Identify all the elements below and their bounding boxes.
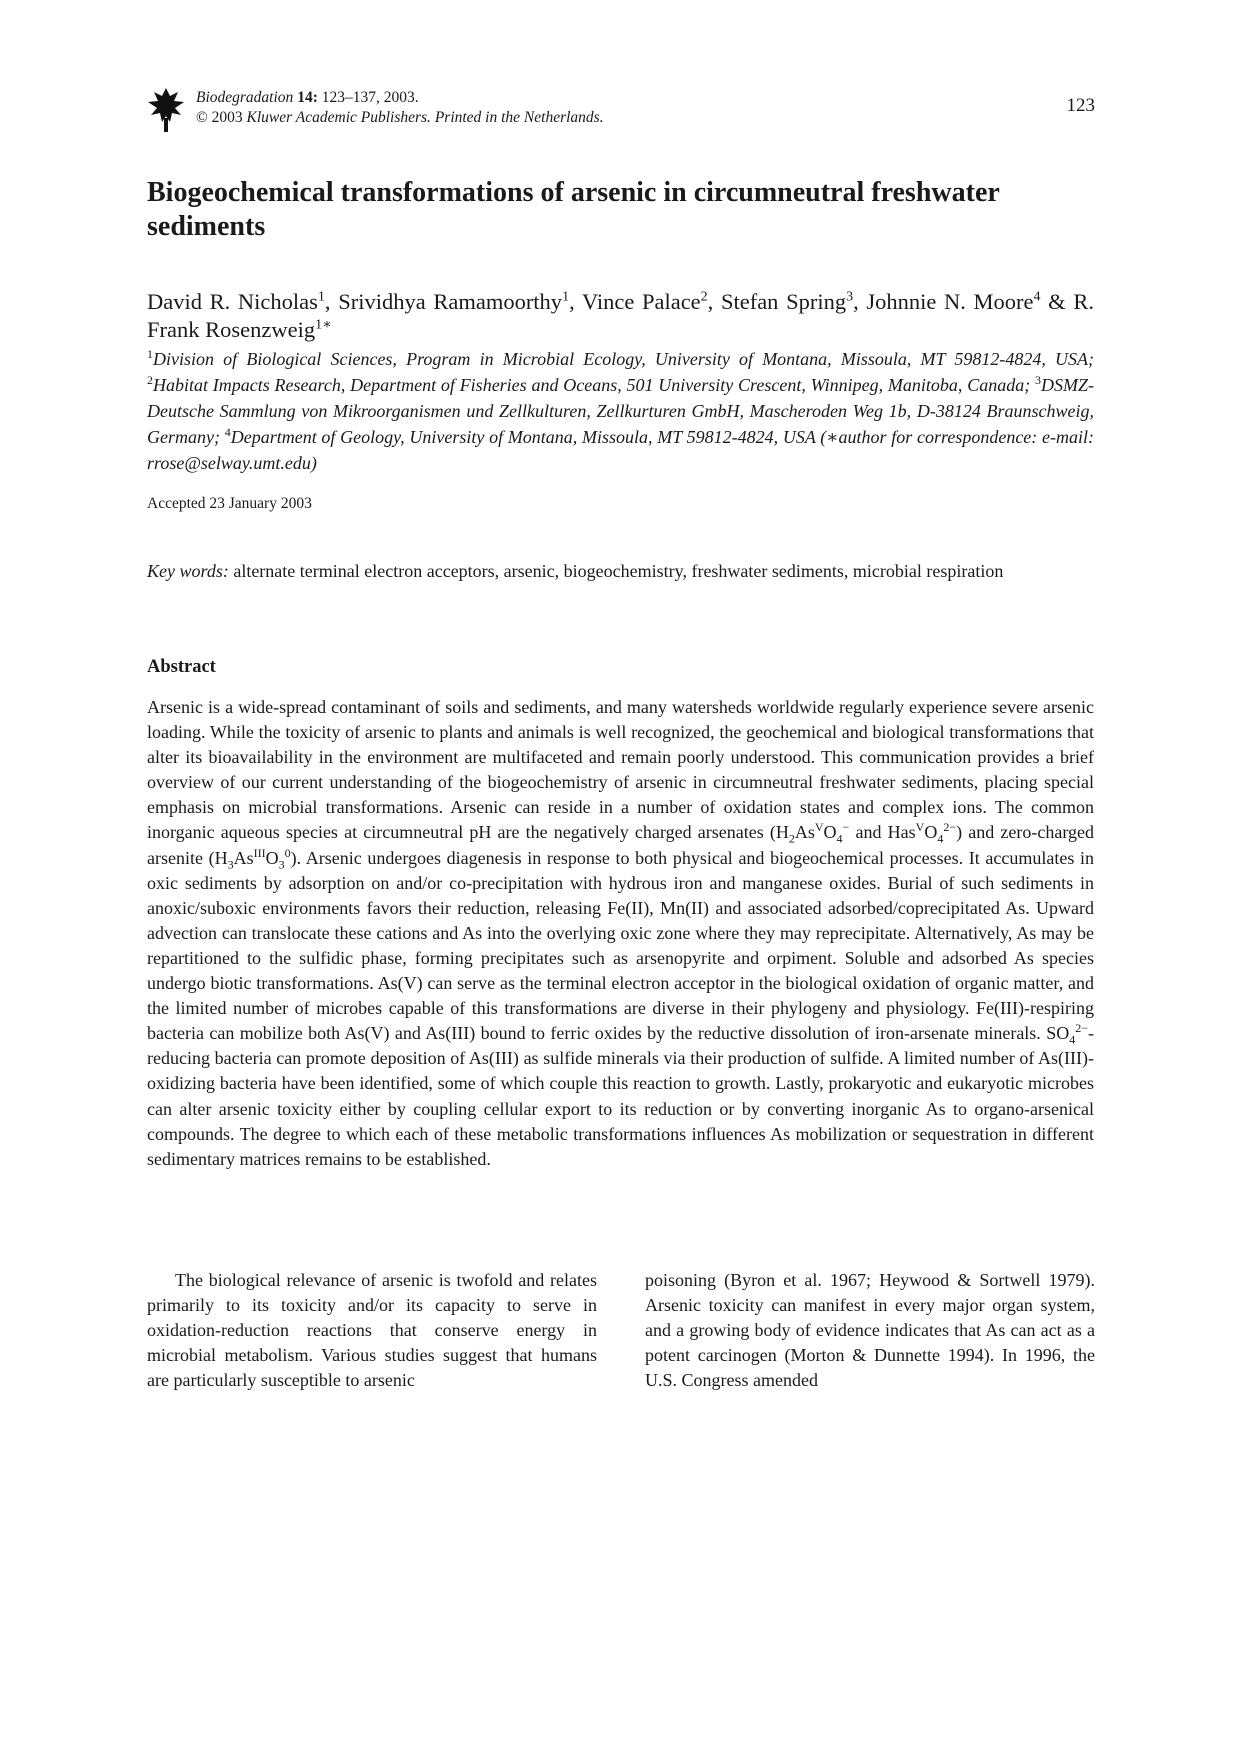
abstract-part: and Has — [849, 822, 916, 843]
author-name: Stefan Spring — [720, 289, 847, 314]
author-affil-sup: 2 — [700, 289, 708, 305]
journal-citation — [196, 88, 604, 128]
abstract-part: ) and zero-charged arsenite (H — [147, 822, 1095, 868]
formula-sub: 3 — [278, 857, 285, 872]
formula-sup: 0 — [284, 845, 291, 860]
author-affil-sup: 3 — [846, 289, 854, 305]
copyright-symbol: © — [196, 109, 208, 126]
affil-sup: 2 — [147, 373, 153, 387]
keywords-label: Key words: — [147, 561, 229, 581]
author-name: R. Frank Rosenzweig — [147, 289, 1094, 342]
affiliation-4: Department of Geology, University of Montana, Missoula, MT 59812-4824, USA (∗author for correspondence: e-mail: rrose@selway.umt.edu) — [147, 427, 1094, 473]
journal-volume: 14: — [297, 89, 318, 106]
author-name: David R. Nicholas — [147, 289, 318, 314]
affiliation-3: DSMZ-Deutsche Sammlung von Mikroorganismen und Zellkulturen, Zellkurturen GmbH, Mascheroden Weg 1b, D-38124 Braunschweig, Germany; — [147, 375, 1095, 447]
abstract-part: ). Arsenic undergoes diagenesis in response to both physical and biogeochemical processes. It accumulates in oxic sediments by adsorption on and/or co-precipitation with hydrous iron and manganese oxides. Burial of such sediments in anoxic/suboxic environments favors their reduction, releasing Fe(II), Mn(II) and associated adsorbed/coprecipitated As. Upward advection can translocate these cations and As into the overlying oxic zone where they may reprecipitate. Alternatively, As may be repartitioned to the sulfidic phase, forming precipitates such as arsenopyrite and orpiment. Soluble and adsorbed As species undergo biotic transformations. As(V) can serve as the terminal electron acceptor in the biological oxidation of organic matter, and the limited number of microbes capable of this transformations are diverse in their phylogeny and physiology. Fe(III)-respiring bacteria can mobilize both As(V) and As(III) bound to ferric oxides by the reductive dissolution of iron-arsenate minerals. SO — [147, 847, 1094, 1044]
formula-sub: 2 — [788, 832, 795, 847]
abstract-part: Arsenic is a wide-spread contaminant of soils and sediments, and many watersheds worldwide regularly experience severe arsenic loading. While the toxicity of arsenic to plants and animals is well recognized, the geochemical and biological transformations that alter its bioavailability in the environment are multifaceted and remain poorly understood. This communication provides a brief overview of our current understanding of the biogeochemistry of arsenic in circumneutral freshwater sediments, placing special emphasis on microbial transformations. Arsenic can reside in a number of oxidation states and complex ions. The common inorganic aqueous species at circumneutral pH are the negatively charged arsenates (H — [147, 697, 1094, 843]
affil-sup: 4 — [224, 425, 231, 439]
journal-line-1 — [196, 88, 604, 108]
journal-name: Biodegradation — [196, 89, 294, 106]
formula-sub: 4 — [937, 832, 944, 847]
body-column-left: The biological relevance of arsenic is twofold and relates primarily to its toxicity and/or its capacity to serve in oxidation-reduction reactions that conserve energy in microbial metabolism. Various studies suggest that humans are particularly susceptible to arsenic — [147, 1270, 597, 1391]
author-affil-sup: 1 — [317, 289, 325, 305]
journal-line-2 — [196, 108, 604, 128]
author-list: David R. Nicholas$^1$, Srividhya Ramamoorthy$^1$, Vince Palace$^2$, Stefan Spring$^3$, Johnnie N. Moore$^4$ & R. Frank Rosenzweig$^{1∗}$ — [147, 289, 1094, 342]
copyright-year: 2003 — [211, 109, 243, 126]
keywords-text: alternate terminal electron acceptors, arsenic, biogeochemistry, freshwater sediments, microbial respiration — [233, 561, 1004, 581]
abstract-part: -reducing bacteria can promote deposition of As(III) as sulfide minerals via their production of sulfide. A limited number of As(III)-oxidizing bacteria have been identified, some of which couple this reaction to growth. Lastly, prokaryotic and eukaryotic microbes can alter arsenic toxicity either by coupling cellular export to its reduction or by converting inorganic As to organo-arsenical compounds. The degree to which each of these metabolic transformations influences As mobilization or sequestration in different sedimentary matrices remains to be established. — [147, 1023, 1094, 1169]
author-affil-sup: 4 — [1033, 289, 1041, 305]
paper-title: Biogeochemical transformations of arsenic in circumneutral freshwater sediments — [147, 177, 1000, 242]
formula-part: O — [265, 847, 279, 868]
formula-sup: III — [253, 845, 266, 860]
page-number: 123 — [1066, 95, 1095, 116]
author-name: Srividhya Ramamoorthy — [338, 289, 563, 314]
author-affil-sup: 1∗ — [315, 317, 332, 333]
formula-sup: 2− — [1075, 1021, 1088, 1036]
body-column-right: poisoning (Byron et al. 1967; Heywood & Sortwell 1979). Arsenic toxicity can manifest in every major organ system, and a growing body of evidence indicates that As can act as a potent carcinogen (Morton & Dunnette 1994). In 1996, the U.S. Congress amended — [645, 1270, 1095, 1391]
author-name: Johnnie N. Moore — [866, 289, 1034, 314]
author-affil-sup: 1 — [562, 289, 570, 305]
affiliation-2: Habitat Impacts Research, Department of Fisheries and Oceans, 501 University Crescent, Winnipeg, Manitoba, Canada; — [153, 375, 1031, 395]
publisher-name: Kluwer Academic Publishers. — [246, 109, 431, 126]
formula-sub: 4 — [1069, 1032, 1076, 1047]
formula-sup: 2− — [943, 820, 957, 835]
publisher-tree-logo-icon — [148, 88, 184, 132]
formula-part: O — [924, 822, 938, 843]
affiliations — [147, 346, 1094, 476]
author-name: Vince Palace — [581, 289, 701, 314]
formula-sup: V — [814, 820, 824, 835]
abstract-text — [147, 695, 1094, 1172]
keywords — [147, 558, 1094, 584]
affil-sup: 3 — [1035, 373, 1042, 387]
formula-sub: 4 — [836, 832, 843, 847]
abstract-heading: Abstract — [147, 657, 216, 677]
affiliation-1: Division of Biological Sciences, Program in Microbial Ecology, University of Montana, Missoula, MT 59812-4824, USA; — [153, 349, 1094, 369]
formula-sup: − — [842, 820, 850, 835]
journal-pages: 123–137, 2003. — [321, 89, 419, 106]
accepted-date: Accepted 23 January 2003 — [147, 495, 312, 512]
formula-sub: 3 — [227, 857, 234, 872]
printed-note: Printed in the Netherlands. — [434, 109, 604, 126]
affil-sup: 1 — [147, 347, 153, 361]
formula-part: O — [823, 822, 837, 843]
formula-part: As — [794, 822, 815, 843]
formula-sup: V — [915, 820, 925, 835]
formula-part: As — [233, 847, 254, 868]
